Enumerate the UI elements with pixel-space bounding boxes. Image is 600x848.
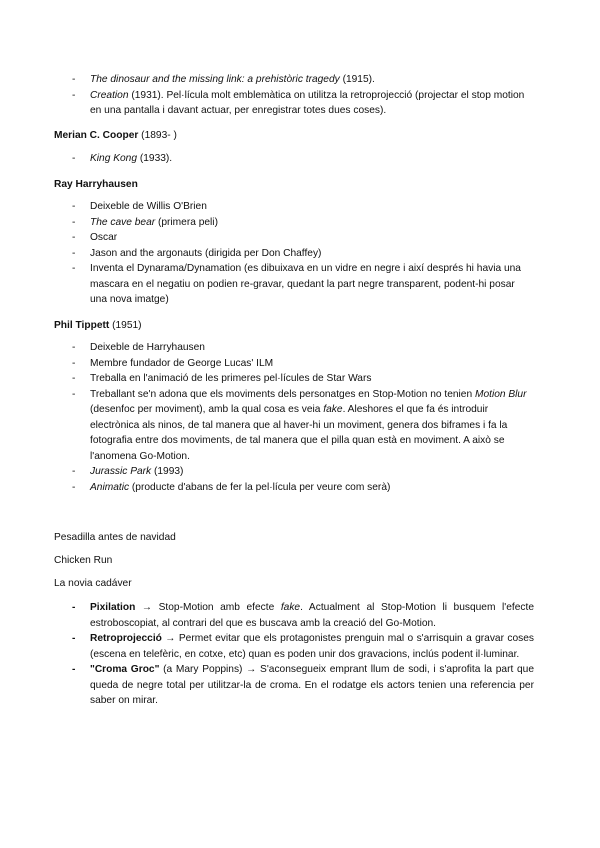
- tippett-heading: Phil Tippett (1951): [54, 320, 142, 331]
- list-item: - Membre fundador de George Lucas' ILM: [0, 356, 600, 372]
- techniques-list: [0, 600, 600, 709]
- harryhausen-heading: Ray Harryhausen: [54, 179, 138, 190]
- list-item: - The dinosaur and the missing link: a prehistòric tragedy (1915).: [0, 72, 600, 88]
- list-item: - Jason and the argonauts (dirigida per Don Chaffey): [0, 246, 600, 262]
- tippett-list: [0, 340, 600, 495]
- technique-pixilation: - Pixilation → Stop-Motion amb efecte fake. Actualment al Stop-Motion li busquem l'efecte estroboscopiat, al contrari del que es buscava amb la creació del Go-Motion.: [0, 600, 600, 631]
- list-item: - King Kong (1933).: [0, 151, 600, 167]
- list-item: - Deixeble de Harryhausen: [0, 340, 600, 356]
- list-item: - The cave bear (primera peli): [0, 215, 600, 231]
- technique-croma-groc: - "Croma Groc" (a Mary Poppins) → S'aconsegueix emprant llum de sodi, i s'aprofita la part que queda de negre total per utilitzar-la de croma. En el rodatge els actors tenien una referencia per saber on mirar.: [0, 662, 600, 709]
- film-title: Chicken Run: [54, 555, 113, 566]
- list-item: - Oscar: [0, 230, 600, 246]
- list-item: - Treballa en l'animació de les primeres pel·lícules de Star Wars: [0, 371, 600, 387]
- list-item: - Inventa el Dynarama/Dynamation (es dibuixava en un vidre en negre i així després hi havia una mascara en el negatiu on podien re-gravar, quedant la part negre transparent, podent-hi posar una nova imatge): [0, 261, 600, 308]
- list-item: - Deixeble de Willis O'Brien: [0, 199, 600, 215]
- technique-retroprojeccio: - Retroprojecció → Permet evitar que els protagonistes prenguin mal o s'arrisquin a gravar coses (escena en telefèric, en cotxe, etc) quan es poden unir dos gravacions, inclús podent il·luminar.: [0, 631, 600, 662]
- list-item: - Jurassic Park (1993): [0, 464, 600, 480]
- list-item: - Creation (1931). Pel·lícula molt emblemàtica on utilitza la retroprojecció (projectar el stop motion en una pantalla i davant actuar, per enregistrar totes dues coses).: [0, 88, 600, 119]
- obrien-film-list: [0, 72, 600, 119]
- harryhausen-list: [0, 199, 600, 308]
- list-item: - Animatic (producte d'abans de fer la pel·lícula per veure com serà): [0, 480, 600, 496]
- film-title: La novia cadáver: [54, 578, 132, 589]
- film-title: Pesadilla antes de navidad: [54, 532, 176, 543]
- cooper-list: [0, 151, 600, 167]
- list-item: - Treballant se'n adona que els moviments dels personatges en Stop-Motion no tenien Motion Blur (desenfoc per moviment), amb la qual cosa es veia fake. Aleshores el que fa és introduir electrònica als ninos, de tal manera que al haver-hi un moviment, genera dos biframes i fa la fotografia entre dos moviments, de tal manera que el pilla quan està en moviment. A això se l'anomena Go-Motion.: [0, 387, 600, 465]
- cooper-heading: Merian C. Cooper (1893- ): [54, 130, 177, 141]
